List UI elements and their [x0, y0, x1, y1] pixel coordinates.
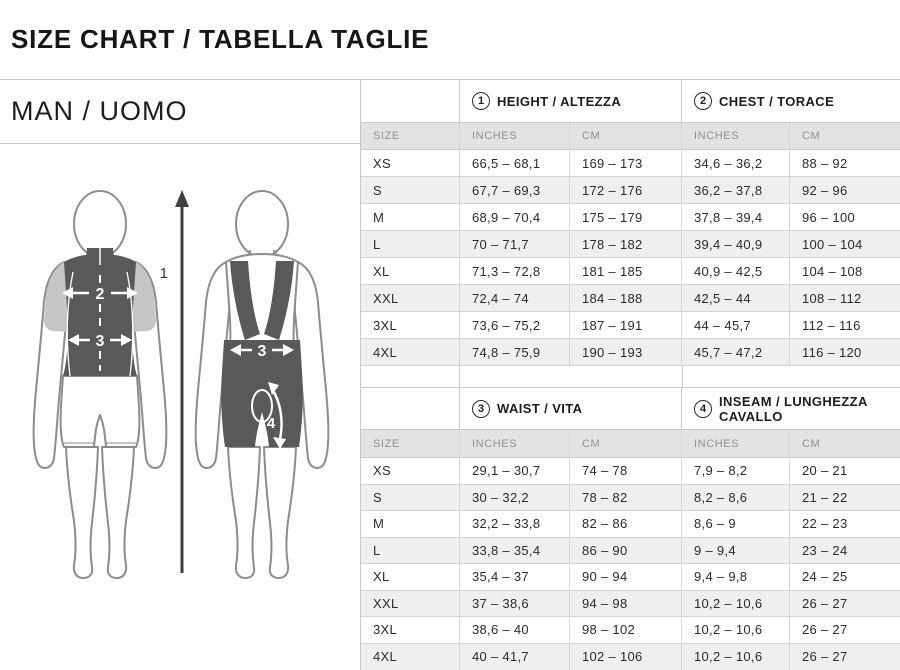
value-cell: 40,9 – 42,5 [682, 258, 790, 284]
table-row [361, 231, 900, 258]
table-row [361, 150, 900, 177]
value-cell: 8,6 – 9 [682, 511, 790, 537]
value-cell: 92 – 96 [802, 182, 848, 198]
value-cell: 71,3 – 72,8 [460, 258, 570, 284]
value-cell: 187 – 191 [570, 312, 682, 338]
column-header: INCHES [682, 123, 790, 150]
shorts-outline [61, 376, 140, 447]
page-title: SIZE CHART / TABELLA TAGLIE [11, 24, 430, 54]
value-cell: 74 – 78 [570, 458, 682, 484]
column-header-row [361, 430, 900, 458]
value-cell: 45,7 – 47,2 [682, 339, 790, 365]
value-cell: 90 – 94 [570, 564, 682, 590]
measure-3-badge: 3 [472, 400, 490, 418]
value-cell: 34,6 – 36,2 [682, 150, 790, 176]
column-header: CM [570, 430, 682, 458]
figure-area [0, 144, 360, 670]
group-header-inseam: 4 INSEAM / LUNGHEZZA CAVALLO [682, 388, 900, 430]
group-header-spacer [361, 388, 460, 430]
value-cell: 178 – 182 [570, 231, 682, 257]
table-row [361, 204, 900, 231]
value-cell: 86 – 90 [570, 538, 682, 564]
value-cell: 44 – 45,7 [682, 312, 790, 338]
value-cell: 37,8 – 39,4 [682, 204, 790, 230]
measure-1-badge: 1 [472, 92, 490, 110]
table-row [361, 312, 900, 339]
value-cell: 24 – 25 [802, 569, 848, 585]
size-cell: L [361, 231, 460, 257]
size-cell: XS [361, 458, 460, 484]
chest-measure-label: 2 [95, 286, 105, 303]
value-cell: 181 – 185 [570, 258, 682, 284]
value-cell: 82 – 86 [570, 511, 682, 537]
table-row [361, 538, 900, 565]
value-cell: 35,4 – 37 [460, 564, 570, 590]
value-cell: 68,9 – 70,4 [460, 204, 570, 230]
table-row [361, 617, 900, 644]
size-cell: XS [361, 150, 460, 176]
section-title-cell [0, 80, 360, 144]
size-cell: XL [361, 564, 460, 590]
table-row [361, 285, 900, 312]
value-cell: 20 – 21 [802, 463, 848, 479]
value-cell: 8,2 – 8,6 [682, 485, 790, 511]
value-cell: 116 – 120 [802, 344, 862, 360]
value-cell: 184 – 188 [570, 285, 682, 311]
size-cell: XL [361, 258, 460, 284]
value-cell: 36,2 – 37,8 [682, 177, 790, 203]
table-height-chest [361, 80, 900, 366]
column-header: INCHES [460, 123, 570, 150]
measure-4-badge: 4 [694, 400, 712, 418]
value-cell: 10,2 – 10,6 [682, 591, 790, 617]
value-cell: 112 – 116 [802, 317, 861, 333]
column-header: CM [790, 430, 900, 458]
table-row [361, 591, 900, 618]
column-header: CM [570, 123, 682, 150]
size-cell: S [361, 485, 460, 511]
value-cell: 30 – 32,2 [460, 485, 570, 511]
size-cell: M [361, 204, 460, 230]
value-cell: 73,6 – 75,2 [460, 312, 570, 338]
value-cell: 26 – 27 [802, 595, 848, 611]
size-cell: 4XL [361, 644, 460, 670]
table-row [361, 485, 900, 512]
value-cell: 100 – 104 [802, 236, 863, 252]
value-cell: 39,4 – 40,9 [682, 231, 790, 257]
value-cell: 38,6 – 40 [460, 617, 570, 643]
value-cell: 70 – 71,7 [460, 231, 570, 257]
column-header: INCHES [682, 430, 790, 458]
size-cell: S [361, 177, 460, 203]
height-measure-label: 1 [159, 265, 168, 282]
value-cell: 94 – 98 [570, 591, 682, 617]
value-cell: 37 – 38,6 [460, 591, 570, 617]
group-header-spacer [361, 80, 460, 123]
table-row [361, 339, 900, 366]
size-cell: 3XL [361, 617, 460, 643]
size-cell: 4XL [361, 339, 460, 365]
value-cell: 26 – 27 [802, 649, 848, 665]
figure-legs [228, 447, 296, 578]
measurement-figures-illustration [0, 144, 360, 665]
table-row [361, 258, 900, 285]
value-cell: 66,5 – 68,1 [460, 150, 570, 176]
table-row [361, 177, 900, 204]
size-cell: XXL [361, 285, 460, 311]
value-cell: 40 – 41,7 [460, 644, 570, 670]
column-header: INCHES [460, 430, 570, 458]
group-header-row [361, 80, 900, 123]
value-cell: 7,9 – 8,2 [682, 458, 790, 484]
figure-head [236, 191, 288, 262]
size-cell: L [361, 538, 460, 564]
column-header: SIZE [361, 123, 460, 150]
group-header-chest: 2 CHEST / TORACE [682, 80, 900, 123]
table-body [361, 150, 900, 366]
value-cell: 102 – 106 [570, 644, 682, 670]
inseam-measure-label: 4 [266, 415, 276, 432]
column-header-row [361, 123, 900, 150]
jersey-figure [34, 191, 167, 578]
value-cell: 33,8 – 35,4 [460, 538, 570, 564]
value-cell: 72,4 – 74 [460, 285, 570, 311]
table-row [361, 458, 900, 485]
value-cell: 23 – 24 [802, 542, 848, 558]
table-separator [361, 366, 900, 388]
measure-2-badge: 2 [694, 92, 712, 110]
bib-shorts-figure [196, 191, 329, 578]
table-body [361, 458, 900, 670]
value-cell: 67,7 – 69,3 [460, 177, 570, 203]
table-waist-inseam [361, 388, 900, 670]
figure-panel [0, 80, 360, 670]
value-cell: 22 – 23 [802, 516, 848, 532]
column-header: CM [790, 123, 900, 150]
value-cell: 78 – 82 [570, 485, 682, 511]
value-cell: 104 – 108 [802, 263, 863, 279]
group-header-height: 1 HEIGHT / ALTEZZA [460, 80, 682, 123]
value-cell: 98 – 102 [570, 617, 682, 643]
value-cell: 190 – 193 [570, 339, 682, 365]
value-cell: 10,2 – 10,6 [682, 644, 790, 670]
value-cell: 175 – 179 [570, 204, 682, 230]
value-cell: 9 – 9,4 [682, 538, 790, 564]
value-cell: 108 – 112 [802, 290, 862, 306]
value-cell: 32,2 – 33,8 [460, 511, 570, 537]
size-cell: 3XL [361, 312, 460, 338]
table-row [361, 644, 900, 670]
column-header: SIZE [361, 430, 460, 458]
group-header-row [361, 388, 900, 430]
value-cell: 74,8 – 75,9 [460, 339, 570, 365]
size-tables [360, 80, 900, 670]
content [0, 79, 900, 670]
jersey-waist-measure-label: 3 [95, 333, 105, 350]
value-cell: 9,4 – 9,8 [682, 564, 790, 590]
value-cell: 172 – 176 [570, 177, 682, 203]
value-cell: 10,2 – 10,6 [682, 617, 790, 643]
group-header-waist: 3 WAIST / VITA [460, 388, 682, 430]
title-bar [0, 0, 900, 79]
size-cell: XXL [361, 591, 460, 617]
value-cell: 88 – 92 [802, 155, 848, 171]
value-cell: 26 – 27 [802, 622, 848, 638]
bib-waist-measure-label: 3 [257, 343, 267, 360]
section-title: MAN / UOMO [11, 96, 188, 126]
table-row [361, 564, 900, 591]
value-cell: 29,1 – 30,7 [460, 458, 570, 484]
value-cell: 169 – 173 [570, 150, 682, 176]
size-cell: M [361, 511, 460, 537]
value-cell: 21 – 22 [802, 489, 848, 505]
figure-legs [66, 447, 134, 578]
value-cell: 96 – 100 [802, 209, 856, 225]
value-cell: 42,5 – 44 [682, 285, 790, 311]
table-row [361, 511, 900, 538]
